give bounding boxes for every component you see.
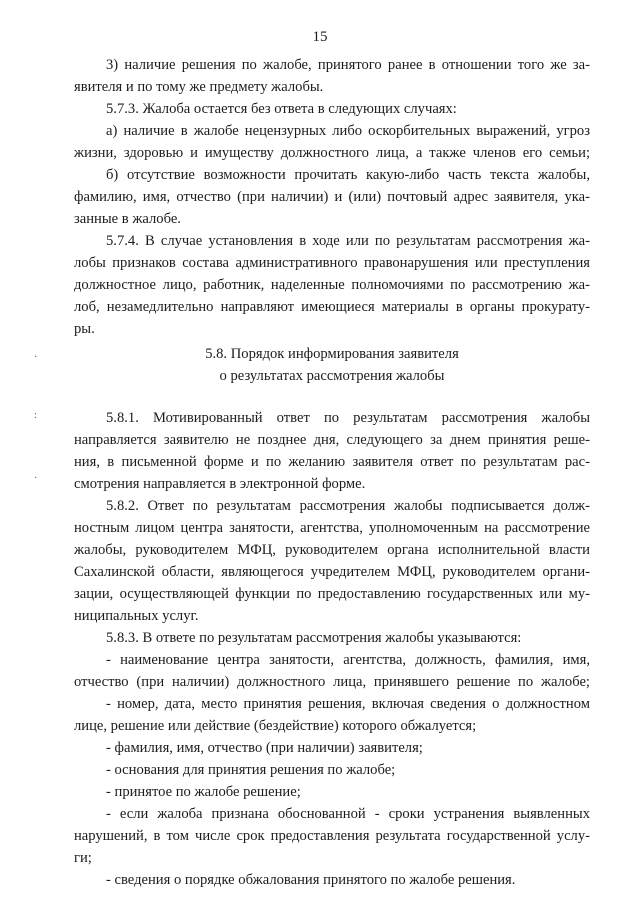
text-line: лоб, незамедлительно направляют имеющиеся материалы в органы прокурату- <box>74 299 590 315</box>
text-line: 5.8. Порядок информирования заявителя <box>205 346 459 362</box>
text-line: Сахалинской области, являющегося учредителем МФЦ, руководителем органи- <box>74 564 590 580</box>
text-line: должностное лицо, работник, наделенные полномочиями по рассмотрению жа- <box>74 277 590 293</box>
text-line: 3) наличие решения по жалобе, принятого ранее в отношении того же за- <box>106 57 590 73</box>
text-line: ры. <box>74 321 95 337</box>
text-line: 5.8.2. Ответ по результатам рассмотрения жалобы подписывается долж- <box>106 498 590 514</box>
text-line: смотрения направляется в электронной форме. <box>74 476 366 492</box>
scan-mark: · <box>34 473 38 484</box>
text-line: ги; <box>74 850 92 866</box>
text-line: лобы признаков состава административного правонарушения или преступления <box>74 255 590 271</box>
text-line: о результатах рассмотрения жалобы <box>219 368 445 384</box>
text-line: - номер, дата, место принятия решения, включая сведения о должностном <box>106 696 590 712</box>
text-line: ния, в письменной форме и по желанию заявителя ответ по результатам рас- <box>74 454 590 470</box>
text-line: - наименование центра занятости, агентства, должность, фамилия, имя, <box>106 652 590 668</box>
text-line: 5.8.1. Мотивированный ответ по результатам рассмотрения жалобы <box>106 410 590 426</box>
text-line: 5.7.4. В случае установления в ходе или по результатам рассмотрения жа- <box>106 233 590 249</box>
text-line: ностным лицом центра занятости, агентства, уполномоченным на рассмотрение <box>74 520 590 536</box>
text-line: а) наличие в жалобе нецензурных либо оскорбительных выражений, угроз <box>106 123 590 139</box>
text-line: отчество (при наличии) должностного лица, принявшего решение по жалобе; <box>74 674 590 690</box>
text-line: - фамилия, имя, отчество (при наличии) заявителя; <box>106 740 423 756</box>
text-line: направляется заявителю не позднее дня, следующего за днем принятия реше- <box>74 432 590 448</box>
text-line: жизни, здоровью и имуществу должностного лица, а также членов его семьи; <box>74 145 590 161</box>
scan-mark: · <box>34 352 38 363</box>
text-line: 5.8.3. В ответе по результатам рассмотрения жалобы указываются: <box>106 630 522 646</box>
text-line: нарушений, в том числе срок предоставления результата государственной услу- <box>74 828 590 844</box>
text-line: ниципальных услуг. <box>74 608 199 624</box>
text-line: зации, осуществляющей функции по предоставлению государственных или му- <box>74 586 590 602</box>
text-line: - основания для принятия решения по жалобе; <box>106 762 396 778</box>
text-line: занные в жалобе. <box>74 211 181 227</box>
text-line: лице, решение или действие (бездействие) которого обжалуется; <box>74 718 477 734</box>
text-line: фамилию, имя, отчество (при наличии) и (или) почтовый адрес заявителя, ука- <box>74 189 590 205</box>
text-line: - принятое по жалобе решение; <box>106 784 301 800</box>
text-line: - сведения о порядке обжалования принятого по жалобе решения. <box>106 872 516 888</box>
scan-mark: : <box>34 410 37 421</box>
text-line: б) отсутствие возможности прочитать какую-либо часть текста жалобы, <box>106 167 590 183</box>
page-number: 15 <box>312 29 328 45</box>
text-line: жалобы, руководителем МФЦ, руководителем органа исполнительной власти <box>74 542 590 558</box>
text-line: явителя и по тому же предмету жалобы. <box>74 79 324 95</box>
text-line: 5.7.3. Жалоба остается без ответа в следующих случаях: <box>106 101 457 117</box>
text-line: - если жалоба признана обоснованной - сроки устранения выявленных <box>106 806 590 822</box>
